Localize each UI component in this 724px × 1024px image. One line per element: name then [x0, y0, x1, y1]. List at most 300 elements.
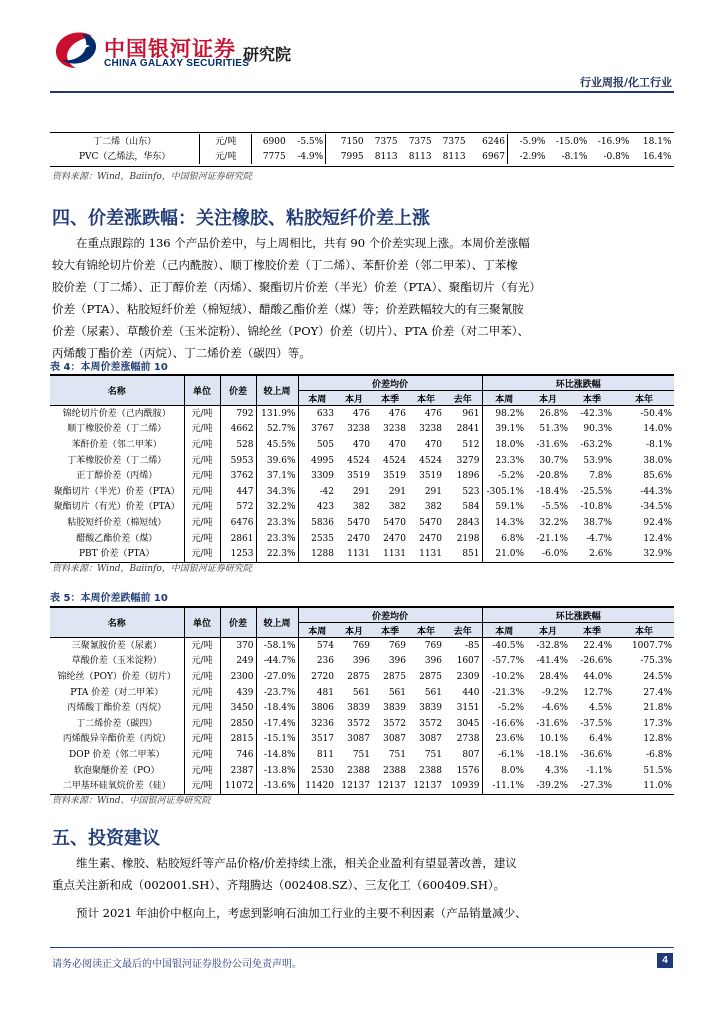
table-cell: 3572: [383, 718, 406, 729]
table-cell: 元/吨: [184, 747, 220, 763]
col-spread-header: 价差: [220, 376, 256, 406]
table-cell: 236: [298, 654, 336, 670]
table-cell: 18.0%: [482, 437, 526, 453]
table-cell: 6.4%: [589, 734, 612, 745]
table-cell: 6246: [468, 134, 508, 149]
table-cell: 2300: [220, 669, 256, 685]
table-cell: 32.2%: [256, 500, 298, 516]
table-cell: 苯酐价差（邻二甲苯）: [71, 439, 162, 450]
table-cell: 470: [352, 439, 370, 450]
table-cell: 572: [220, 500, 256, 516]
table-cell: 30.7%: [539, 455, 568, 466]
paragraph-line: 价差（PTA）、粘胶短纤价差（棉短绒）、醋酸乙酯价差（煤）等；价差跌幅较大的有三聚氰胺: [52, 302, 524, 316]
table-cell: -63.2%: [580, 439, 612, 450]
table-cell: -36.6%: [580, 749, 612, 760]
subheader-cell: 本月: [526, 391, 570, 406]
table-cell: 32.2%: [539, 517, 568, 528]
section5-title: 五、投资建议: [52, 828, 160, 849]
table-cell: 92.4%: [643, 517, 672, 528]
subheader-cell: 本周: [298, 623, 336, 638]
table-cell: 丁二烯价差（碳四）: [76, 718, 158, 729]
table-cell: 21.8%: [643, 703, 672, 714]
table-cell: 561: [424, 687, 442, 698]
subheader-cell: 本年: [408, 623, 444, 638]
avg-group-header: 价差均价: [298, 608, 482, 623]
table-cell: 3087: [347, 734, 370, 745]
table-cell: 元/吨: [184, 716, 220, 732]
table-cell: 23.3%: [256, 515, 298, 531]
table-cell: -85: [444, 638, 482, 654]
subheader-cell: 本季: [372, 623, 408, 638]
table-cell: -6.0%: [526, 546, 570, 562]
table-cell: 2388: [383, 765, 406, 776]
table-cell: 元/吨: [184, 437, 220, 453]
report-type: 行业周报/化工行业: [579, 76, 672, 89]
table-cell: 4662: [220, 422, 256, 438]
table-cell: 961: [444, 406, 482, 422]
table-cell: -27.3%: [570, 778, 614, 794]
col-unit-header: 单位: [184, 608, 220, 638]
table-cell: 23.6%: [482, 732, 526, 748]
table-cell: 8113: [408, 151, 432, 162]
table-cell: 2198: [456, 533, 480, 544]
table-cell: 584: [462, 502, 480, 513]
table-cell: 5470: [419, 517, 442, 528]
table-cell: 7375: [374, 136, 398, 147]
table-cell: 元/吨: [184, 546, 220, 562]
table-cell: 4.5%: [589, 703, 612, 714]
table-cell: 249: [220, 654, 256, 670]
table-cell: -4.6%: [542, 703, 568, 714]
table-cell: 5836: [298, 515, 336, 531]
table-cell: 5953: [220, 453, 256, 469]
table-cell: 12.7%: [583, 687, 612, 698]
table-cell: 512: [462, 439, 480, 450]
table-row: [50, 149, 674, 164]
table-cell: 27.4%: [643, 687, 672, 698]
subheader-cell: 去年: [444, 623, 482, 638]
table-cell: 396: [424, 656, 442, 667]
top-table: [50, 134, 674, 164]
table-cell: 1131: [372, 546, 408, 562]
table-cell: 28.4%: [539, 671, 568, 682]
table-row: [50, 700, 674, 716]
table-cell: -8.1%: [561, 151, 588, 162]
table-cell: 12137: [372, 778, 408, 794]
table-cell: 423: [298, 500, 336, 516]
table-cell: 2815: [220, 732, 256, 748]
paragraph-line: 价差（尿素）、草酸价差（玉米淀粉）、锦纶丝（POY）价差（切片）、PTA 价差（对二甲苯）、: [52, 324, 529, 338]
table-cell: 574: [298, 638, 336, 654]
table-cell: 746: [220, 747, 256, 763]
table-cell: 34.3%: [256, 484, 298, 500]
table-cell: 769: [336, 638, 372, 654]
table-cell: 元/吨: [184, 669, 220, 685]
table-cell: 291: [388, 486, 406, 497]
table-cell: -1.1%: [586, 765, 612, 776]
table-cell: 2875: [419, 671, 442, 682]
table-cell: 505: [298, 437, 336, 453]
table-row: [50, 654, 674, 670]
table-cell: 3151: [456, 703, 480, 714]
table-cell: 元/吨: [184, 700, 220, 716]
table-cell: -15.1%: [256, 732, 298, 748]
table-cell: 软泡聚醚价差（PO）: [74, 765, 160, 776]
table-cell: 元/吨: [184, 732, 220, 748]
table-cell: 2388: [347, 765, 370, 776]
section4-title: 四、价差涨跌幅：关注橡胶、粘胶短纤价差上涨: [52, 208, 430, 229]
table-cell: 1131: [336, 546, 372, 562]
table-cell: -9.2%: [542, 687, 568, 698]
subheader-cell: 本年: [614, 623, 674, 638]
table-cell: 382: [388, 502, 406, 513]
table-cell: PTA 价差（对二甲苯）: [70, 687, 164, 698]
table-cell: -44.3%: [640, 486, 672, 497]
table-row: [50, 453, 674, 469]
table-cell: 2388: [419, 765, 442, 776]
table-cell: 98.2%: [482, 406, 526, 422]
table-cell: 3839: [383, 703, 406, 714]
table-cell: 470: [424, 439, 442, 450]
table-cell: 3767: [298, 422, 336, 438]
table-cell: 2470: [419, 533, 442, 544]
table-cell: 38.7%: [583, 517, 612, 528]
table-cell: 396: [388, 656, 406, 667]
subheader-cell: 本月: [336, 391, 372, 406]
table-cell: 851: [444, 546, 482, 562]
table-row: [50, 747, 674, 763]
table-cell: 291: [424, 486, 442, 497]
table-cell: 3519: [419, 471, 442, 482]
table-cell: 4524: [383, 455, 406, 466]
table-cell: 4995: [298, 453, 336, 469]
table-cell: -39.2%: [526, 778, 570, 794]
table-cell: 769: [408, 638, 444, 654]
table-cell: 3519: [383, 471, 406, 482]
table-row: [50, 134, 674, 149]
paragraph-line: 预计 2021 年油价中枢向上，考虑到影响石油加工行业的主要不利因素（产品销量减少、: [76, 906, 527, 920]
table-cell: 10939: [444, 778, 482, 794]
table-cell: -11.1%: [482, 778, 526, 794]
table-cell: 2530: [298, 763, 336, 779]
table-cell: 37.1%: [256, 468, 298, 484]
table-cell: -75.3%: [640, 656, 672, 667]
table-cell: 476: [372, 406, 408, 422]
table-cell: 51.5%: [643, 765, 672, 776]
table-cell: 447: [220, 484, 256, 500]
table-cell: 2841: [456, 424, 480, 435]
paragraph-line: 维生素、橡胶、粘胶短纤等产品价格/价差持续上涨，相关企业盈利有望显著改善，建议: [76, 856, 517, 870]
table-cell: 811: [298, 747, 336, 763]
table-cell: 3450: [220, 700, 256, 716]
table-cell: 1131: [408, 546, 444, 562]
table-cell: 8113: [442, 151, 466, 162]
table4-source: 资料来源：Wind，Baiinfo，中国银河证券研究院: [52, 564, 252, 574]
table-cell: -57.7%: [482, 654, 526, 670]
table-cell: PBT 价差（PTA）: [50, 546, 184, 562]
section4-paragraph: [52, 232, 672, 364]
table-cell: 45.5%: [256, 437, 298, 453]
table-cell: -10.8%: [580, 502, 612, 513]
table-cell: 1896: [456, 471, 480, 482]
table-cell: -6.8%: [646, 749, 672, 760]
table-cell: -21.3%: [482, 685, 526, 701]
table-cell: 751: [352, 749, 370, 760]
table-cell: 2387: [220, 763, 256, 779]
chg-group-header: 环比涨跌幅: [482, 376, 674, 391]
table-cell: -5.9%: [508, 134, 548, 149]
table-cell: -305.1%: [482, 484, 526, 500]
table-cell: 丁二烯（山东）: [93, 136, 157, 147]
table5-source: 资料来源：Wind、中国银河证券研究院: [52, 796, 211, 806]
table-cell: 633: [298, 406, 336, 422]
table-cell: 3045: [456, 718, 480, 729]
table-cell: 1007.7%: [614, 638, 674, 654]
table-cell: -16.9%: [597, 136, 630, 147]
table-cell: 元/吨: [184, 406, 220, 422]
table-cell: -50.4%: [614, 406, 674, 422]
top-table-source: 资料来源：Wind，Baiinfo，中国银河证券研究院: [52, 172, 252, 182]
table-cell: 2470: [347, 533, 370, 544]
table-row: [50, 468, 674, 484]
table-cell: 85.6%: [643, 471, 672, 482]
table-cell: -8.1%: [646, 439, 672, 450]
table-cell: -16.6%: [482, 716, 526, 732]
table-row: [50, 437, 674, 453]
table-cell: 14.0%: [643, 424, 672, 435]
table5-caption: 表 5：本周价差跌幅前 10: [50, 593, 168, 604]
table-cell: 聚酯切片（半光）价差（PTA）: [53, 486, 180, 497]
table-cell: 5470: [383, 517, 406, 528]
table-cell: 51.3%: [539, 424, 568, 435]
table-cell: 17.3%: [643, 718, 672, 729]
table-cell: 396: [352, 656, 370, 667]
table-cell: 2738: [456, 734, 480, 745]
table-cell: -31.6%: [536, 439, 568, 450]
table-cell: 39.6%: [256, 453, 298, 469]
table-cell: 6.8%: [482, 531, 526, 547]
table-cell: 18.1%: [642, 136, 672, 147]
table-cell: 16.4%: [642, 151, 672, 162]
table-cell: 7375: [442, 136, 466, 147]
table-cell: 476: [408, 406, 444, 422]
header-divider: [50, 91, 674, 93]
table-cell: -41.4%: [536, 656, 568, 667]
table-cell: 1253: [220, 546, 256, 562]
table-cell: 1576: [456, 765, 480, 776]
table-row: [50, 716, 674, 732]
table-cell: 聚酯切片（有光）价差（PTA）: [53, 502, 180, 513]
table-cell: 12137: [336, 778, 372, 794]
page-number: 4: [657, 953, 673, 968]
col-name-header: 名称: [50, 608, 184, 638]
table-cell: 440: [462, 687, 480, 698]
footer-disclaimer: 请务必阅读正文最后的中国银河证券股份公司免责声明。: [52, 959, 302, 970]
table-cell: 769: [372, 638, 408, 654]
table-cell: -10.2%: [482, 669, 526, 685]
table-cell: 22.4%: [570, 638, 614, 654]
table-cell: 481: [298, 685, 336, 701]
table-cell: -58.1%: [256, 638, 298, 654]
table-cell: 3087: [419, 734, 442, 745]
table-row: [50, 763, 674, 779]
table-cell: 元/吨: [184, 500, 220, 516]
table-row: [50, 500, 674, 516]
table-row: [50, 685, 674, 701]
table-cell: 8113: [374, 151, 398, 162]
table-cell: 382: [424, 502, 442, 513]
section5-paragraph1: [52, 852, 672, 896]
table-cell: 2850: [220, 716, 256, 732]
table-cell: 2309: [456, 671, 480, 682]
institute-name: 研究院: [243, 45, 292, 64]
table-cell: 751: [388, 749, 406, 760]
table-cell: 二甲基环硅氧烷价差（硅）: [50, 778, 184, 794]
table-cell: 476: [336, 406, 372, 422]
table-cell: 8.0%: [482, 763, 526, 779]
table-cell: 131.9%: [256, 406, 298, 422]
table-cell: -42: [298, 484, 336, 500]
table-cell: 6967: [468, 149, 508, 164]
subheader-cell: 本月: [336, 623, 372, 638]
table-cell: -31.6%: [536, 718, 568, 729]
table-cell: DOP 价差（邻二甲苯）: [68, 749, 165, 760]
subheader-cell: 本周: [298, 391, 336, 406]
table-cell: 元/吨: [184, 685, 220, 701]
subheader-cell: 本季: [372, 391, 408, 406]
table-cell: 2.6%: [570, 546, 614, 562]
subheader-cell: 本周: [482, 391, 526, 406]
table-cell: -34.5%: [640, 502, 672, 513]
table-row: [50, 422, 674, 438]
table-cell: 7775: [262, 151, 286, 162]
subheader-cell: 本季: [570, 623, 614, 638]
table-cell: 12.4%: [643, 533, 672, 544]
table-cell: -25.5%: [580, 486, 612, 497]
table-cell: 顺丁橡胶价差（丁二烯）: [67, 424, 167, 435]
col-spread-header: 价差: [220, 608, 256, 638]
table-row: [50, 638, 674, 654]
table-cell: 元/吨: [184, 515, 220, 531]
table-cell: -5.2%: [482, 468, 526, 484]
brand-name-en: CHINA GALAXY SECURITIES: [104, 58, 250, 69]
col-name-header: 名称: [50, 376, 184, 406]
table-cell: 2720: [298, 669, 336, 685]
table-cell: 24.5%: [643, 671, 672, 682]
table-cell: 元/吨: [184, 468, 220, 484]
subheader-cell: 本季: [570, 391, 614, 406]
table-cell: -5.5%: [288, 134, 326, 149]
table-cell: 52.7%: [256, 422, 298, 438]
table-cell: -26.6%: [580, 656, 612, 667]
paragraph-line: 丙烯酸丁酯价差（丙烷）、丁二烯价差（碳四）等。: [52, 346, 311, 360]
table-cell: PVC（乙烯法，华东）: [78, 151, 171, 162]
table-cell: 元/吨: [200, 134, 252, 149]
table-cell: -17.4%: [256, 716, 298, 732]
table-cell: 元/吨: [184, 638, 220, 654]
table-cell: -5.5%: [542, 502, 568, 513]
table-cell: 丙烯酸丁酯价差（丙烷）: [67, 703, 167, 714]
table-cell: 4.3%: [545, 765, 568, 776]
avg-group-header: 价差均价: [298, 376, 482, 391]
table-cell: 21.0%: [482, 546, 526, 562]
table-cell: 2843: [456, 517, 480, 528]
table-cell: 38.0%: [643, 455, 672, 466]
paragraph-line: 在重点跟踪的 136 个产品价差中，与上周相比，共有 90 个价差实现上涨。本周价差涨幅: [76, 236, 530, 250]
table-cell: 14.3%: [482, 515, 526, 531]
table-cell: 291: [352, 486, 370, 497]
table-cell: 5470: [347, 517, 370, 528]
top-table-bottom-rule: [50, 166, 674, 167]
table4-caption: 表 4：本周价差涨幅前 10: [50, 362, 168, 373]
table-cell: -32.8%: [526, 638, 570, 654]
page-header: [0, 0, 724, 96]
table-cell: -13.8%: [256, 763, 298, 779]
table-cell: 59.1%: [482, 500, 526, 516]
subheader-cell: 本年: [408, 391, 444, 406]
table-cell: 6900: [262, 136, 286, 147]
top-table-rule: [50, 132, 674, 133]
table-cell: -23.7%: [256, 685, 298, 701]
table-cell: 10.1%: [539, 734, 568, 745]
table-cell: 元/吨: [184, 453, 220, 469]
table-row: [50, 732, 674, 748]
table-cell: -40.5%: [482, 638, 526, 654]
table-cell: 807: [462, 749, 480, 760]
table-cell: 3572: [419, 718, 442, 729]
table-cell: 44.0%: [583, 671, 612, 682]
table-cell: 3087: [383, 734, 406, 745]
table-cell: 7150: [326, 134, 366, 149]
table-cell: 3236: [298, 716, 336, 732]
table-cell: 3238: [347, 424, 370, 435]
table-cell: 90.3%: [583, 424, 612, 435]
subheader-cell: 本年: [614, 391, 674, 406]
table-cell: 1607: [456, 656, 480, 667]
table5: [50, 608, 674, 795]
paragraph-line: 胶价差（丁二烯）、正丁醇价差（丙烯）、聚酯切片价差（半光）价差（PTA）、聚酯切片（有光）: [52, 280, 541, 294]
brand-name-cn: 中国银河证券: [104, 37, 236, 61]
table-cell: 3517: [298, 732, 336, 748]
table-cell: -20.8%: [536, 471, 568, 482]
subheader-cell: 去年: [444, 391, 482, 406]
table-cell: -6.1%: [482, 747, 526, 763]
table-cell: 元/吨: [184, 763, 220, 779]
table-cell: -13.6%: [256, 778, 298, 794]
table-cell: 3839: [419, 703, 442, 714]
table-cell: 12.8%: [643, 734, 672, 745]
table-cell: 1288: [298, 546, 336, 562]
col-unit-header: 单位: [184, 376, 220, 406]
table-cell: 元/吨: [184, 422, 220, 438]
footer-divider: [50, 947, 674, 948]
table-cell: 三聚氰胺价差（尿素）: [50, 638, 184, 654]
table-cell: 元/吨: [184, 531, 220, 547]
table-cell: 32.9%: [614, 546, 674, 562]
table-row: [50, 669, 674, 685]
subheader-cell: 本周: [482, 623, 526, 638]
table-cell: 2875: [347, 671, 370, 682]
table-cell: 3279: [456, 455, 480, 466]
table-cell: -14.8%: [256, 747, 298, 763]
table-cell: 26.8%: [526, 406, 570, 422]
table-cell: 醋酸乙酯价差（煤）: [76, 533, 158, 544]
table-cell: 粘胶短纤价差（棉短绒）: [67, 517, 167, 528]
table-cell: 元/吨: [184, 654, 220, 670]
table-cell: 正丁醇价差（丙烯）: [76, 471, 158, 482]
table-cell: 561: [352, 687, 370, 698]
table-cell: -4.9%: [288, 149, 326, 164]
